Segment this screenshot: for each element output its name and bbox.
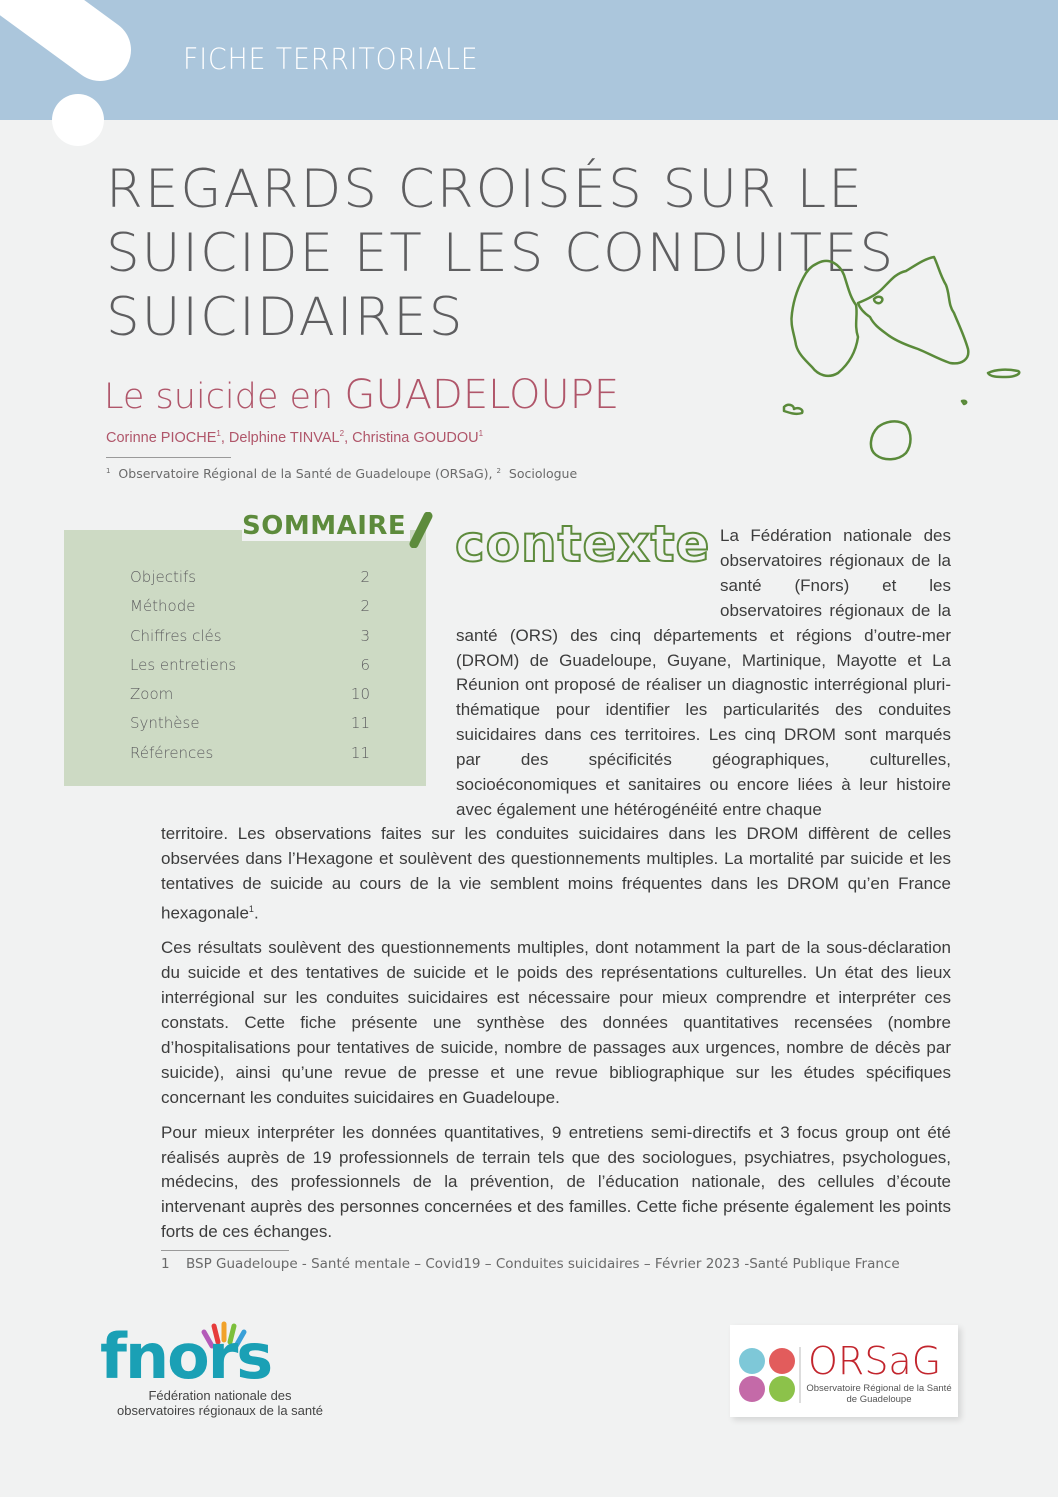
- toc-item[interactable]: [130, 627, 370, 656]
- author-sup: 1: [478, 429, 484, 438]
- title-line: REGARDS CROISÉS SUR LE: [106, 159, 864, 220]
- footnote: [161, 1256, 900, 1272]
- toc-label: Méthode: [130, 597, 196, 616]
- page-title: [106, 158, 896, 350]
- orsag-icons: [738, 1347, 802, 1403]
- author-sup: 2: [339, 429, 345, 438]
- paragraph-text: territoire. Les observations faites sur les conduites suicidaires dans les DROM diffèrent de celles observées dans l’Hexagone et soulèvent des questionnements multiples. La mortalité par suicide et les tentatives de suicide au cours de la vie semblent moins fréquentes dans les DROM qu’en France hexagonale: [161, 824, 951, 923]
- author-name: Delphine TINVAL: [228, 429, 340, 446]
- toc-label: Synthèse: [130, 714, 200, 733]
- affil-num: 1: [106, 466, 111, 475]
- footnote-ref[interactable]: 1: [248, 903, 254, 914]
- fnors-caption: [110, 1388, 330, 1418]
- paragraph: Ces résultats soulèvent des questionnements multiples, dont notamment la part de la sous-déclaration du suicide et des tentatives de suicide et le poids des représentations culturelles. Un état des lieux interrégional sur les conduites suicidaires est nécessaire pour mieux comprendre et interpréter ces constats. Cette fiche présente une synthèse des données quantitatives recensées (nombre d’hospitalisations pour tentatives de suicide, nombre de passages aux urgences, nombre de décès par suicide), ainsi qu’une revue de presse et une revue bibliographique sur les études spécifiques concernant les conduites suicidaires en Guadeloupe.: [161, 938, 951, 1107]
- footnote-divider: [161, 1250, 289, 1251]
- table-of-contents: [130, 568, 370, 773]
- paragraph: [161, 822, 951, 926]
- fiche-label: FICHE TERRITORIALE: [183, 42, 479, 76]
- orsag-caption: [804, 1383, 954, 1405]
- authors: [106, 429, 483, 446]
- divider: [106, 457, 231, 458]
- toc-page: 11: [350, 714, 370, 733]
- title-line: SUICIDAIRES: [106, 287, 465, 348]
- toc-page: 10: [350, 685, 370, 704]
- author-sup: 1: [216, 429, 221, 438]
- subtitle-prefix: Le suicide en: [104, 377, 345, 417]
- author-separator: ,: [344, 429, 353, 446]
- footnote-number: 1: [161, 1256, 170, 1272]
- subtitle: [104, 372, 619, 418]
- guadeloupe-map: [778, 255, 1028, 470]
- decorative-shapes: [0, 0, 150, 150]
- toc-page: 11: [350, 743, 370, 762]
- toc-item[interactable]: [130, 685, 370, 714]
- toc-item[interactable]: [130, 656, 370, 685]
- toc-item[interactable]: [130, 597, 370, 626]
- affil-text: Sociologue: [508, 466, 578, 481]
- contexte-heading: contexte: [455, 515, 711, 573]
- toc-page: 3: [360, 626, 370, 645]
- toc-label: Chiffres clés: [130, 626, 222, 645]
- fnors-logo: [100, 1320, 340, 1430]
- subtitle-region: GUADELOUPE: [344, 372, 620, 418]
- toc-label: Références: [130, 743, 214, 762]
- toc-label: Zoom: [130, 685, 174, 704]
- paragraph: Pour mieux interpréter les données quantitatives, 9 entretiens semi-directifs et 3 focus group ont été réalisés auprès de 19 professionnels de terrain tels que des sociologues, psychiatres, psychologues, médecins, des professionnels de la prévention, de l’éducation nationale, des cellules d’écoute intervenant auprès des personnes concernées et des familles. Cette fiche présente également les points forts de ces échanges.: [161, 1122, 951, 1242]
- orsag-wordmark: ORSaG: [808, 1339, 942, 1383]
- author-name: Corinne PIOCHE: [106, 429, 217, 446]
- contexte-body: [161, 822, 951, 1255]
- slash-decoration-icon: [406, 512, 436, 548]
- toc-label: Objectifs: [130, 568, 197, 586]
- toc-label: Les entretiens: [130, 655, 237, 674]
- toc-item[interactable]: [130, 744, 370, 773]
- toc-item[interactable]: [130, 568, 370, 597]
- author-name: Christina GOUDOU: [352, 429, 479, 446]
- affil-num: 2: [496, 466, 501, 475]
- orsag-caption-line: de Guadeloupe: [846, 1394, 912, 1405]
- toc-page: 6: [360, 655, 370, 674]
- fnors-caption-line: observatoires régionaux de la santé: [117, 1403, 323, 1418]
- affiliations: [106, 466, 577, 481]
- paragraph-end: .: [253, 903, 259, 923]
- orsag-logo: [730, 1325, 958, 1417]
- header-band: [0, 0, 1058, 120]
- fnors-wordmark: fnors: [100, 1320, 272, 1393]
- title-line: SUICIDE ET LES CONDUITES: [106, 223, 896, 284]
- paragraph-text: La Fédération nationale des observatoires régionaux de la santé (Fnors) et les observatoires régionaux de la santé (ORS) des cinq départements et régions d’outre-mer (DROM) de Guadeloupe, Guyane, Martinique, Mayotte et La Réunion ont proposé de réaliser un diagnostic interrégional pluri-thématique pour identifier les particularités des conduites suicidaires dans ces territoires. Les cinq DROM sont marqués par des spécificités géographiques, culturelles, socioéconomiques et sanitaires ou encore liées à leur histoire avec également une hétérogénéité entre chaque: [456, 526, 951, 819]
- toc-page: 2: [360, 568, 370, 586]
- toc-page: 2: [360, 597, 370, 616]
- toc-item[interactable]: [130, 714, 370, 743]
- footnote-text: BSP Guadeloupe - Santé mentale – Covid19 – Conduites suicidaires – Février 2023 -Santé Publique France: [186, 1256, 900, 1272]
- orsag-caption-line: Observatoire Régional de la Santé: [806, 1383, 952, 1394]
- affil-text: Observatoire Régional de la Santé de Guadeloupe (ORSaG),: [118, 466, 493, 481]
- contexte-intro: [456, 524, 951, 823]
- author-separator: ,: [220, 429, 229, 446]
- sommaire-title: SOMMAIRE: [242, 511, 410, 541]
- fnors-caption-line: Fédération nationale des: [148, 1388, 292, 1403]
